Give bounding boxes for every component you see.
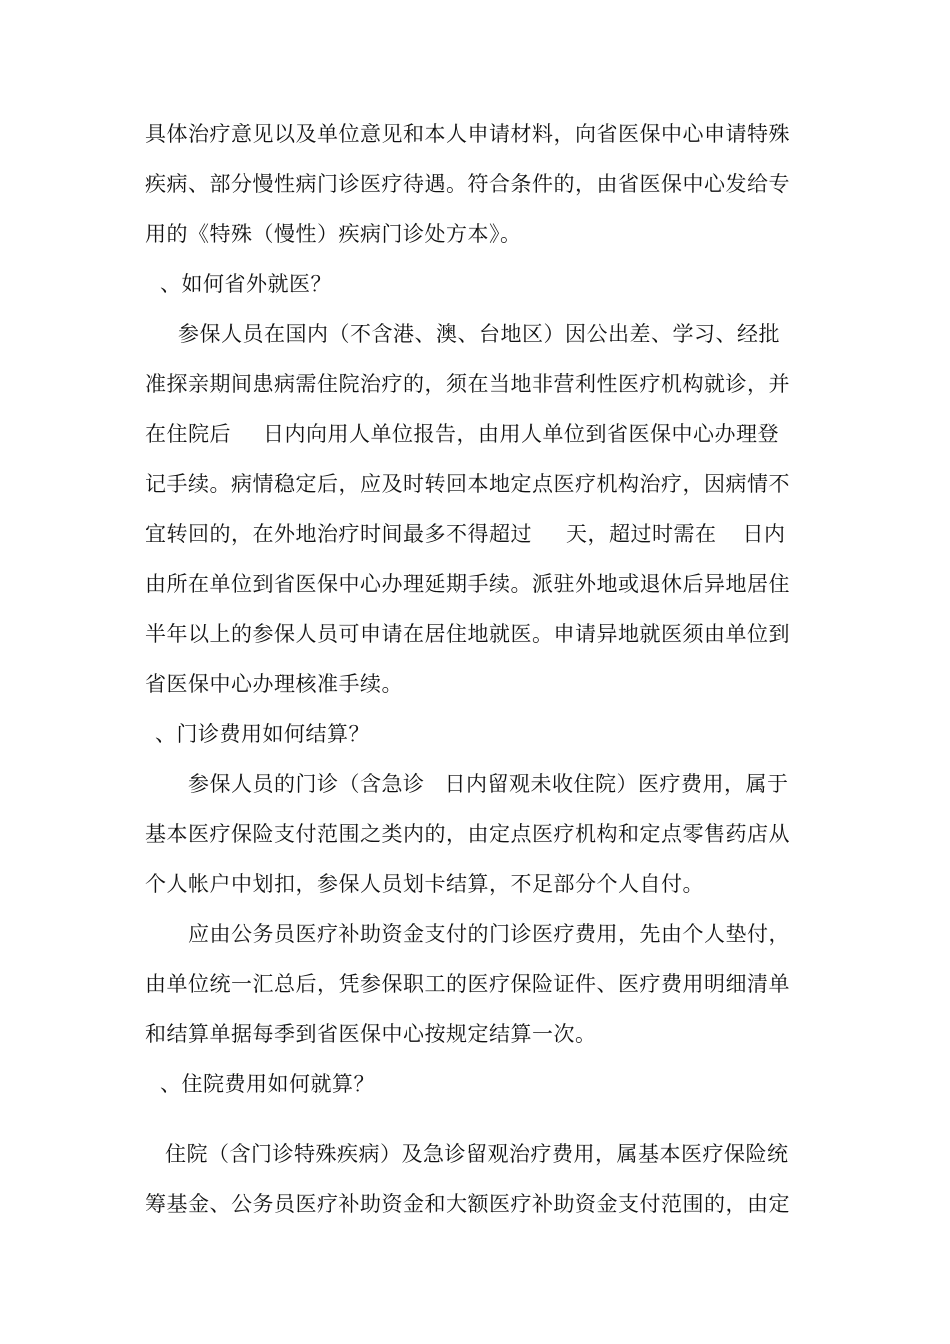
paragraph-line: 疾病、部分慢性病门诊医疗待遇。符合条件的，由省医保中心发给专 <box>145 172 790 196</box>
text-segment: 日内向用人单位报告，由用人单位到省医保中心办理登 <box>263 422 779 446</box>
paragraph-line: 用的《特殊（慢性）疾病门诊处方本》。 <box>145 222 522 246</box>
paragraph-line: 应由公务员医疗补助资金支付的门诊医疗费用，先由个人垫付， <box>188 922 790 946</box>
paragraph-line: 和结算单据每季到省医保中心按规定结算一次。 <box>145 1022 597 1046</box>
text-segment: 参保人员的门诊（含急诊 <box>188 772 425 796</box>
paragraph-line: 准探亲期间患病需住院治疗的，须在当地非营利性医疗机构就诊，并 <box>145 372 790 396</box>
paragraph-line-max-duration <box>145 514 810 554</box>
section-heading-outside-province: 、如何省外就医？ <box>160 272 332 296</box>
blank-number <box>717 540 743 541</box>
paragraph-line: 由单位统一汇总后，凭参保职工的医疗保险证件、医疗费用明细清单 <box>145 972 790 996</box>
paragraph-line: 由所在单位到省医保中心办理延期手续。派驻外地或退休后异地居住 <box>145 572 790 596</box>
text-segment: 日内 <box>742 522 786 546</box>
blank-number <box>231 440 263 441</box>
section-heading-inpatient: 、住院费用如何就算？ <box>160 1072 375 1096</box>
text-segment: 日内留观未收住院）医疗费用，属于 <box>444 772 789 796</box>
text-segment: 在住院后 <box>145 422 231 446</box>
paragraph-line: 筹基金、公务员医疗补助资金和大额医疗补助资金支付范围的，由定 <box>145 1192 790 1216</box>
blank-number <box>532 540 566 541</box>
paragraph-line: 基本医疗保险支付范围之类内的，由定点医疗机构和定点零售药店从 <box>145 822 790 846</box>
paragraph-line-outpatient-scope <box>188 764 810 804</box>
paragraph-line: 具体治疗意见以及单位意见和本人申请材料，向省医保中心申请特殊 <box>145 122 790 146</box>
section-heading-outpatient: 、门诊费用如何结算？ <box>155 722 370 746</box>
paragraph-line: 参保人员在国内（不含港、澳、台地区）因公出差、学习、经批 <box>178 322 780 346</box>
paragraph-line: 省医保中心办理核准手续。 <box>145 672 403 696</box>
paragraph-line: 半年以上的参保人员可申请在居住地就医。申请异地就医须由单位到 <box>145 622 790 646</box>
text-segment: 天，超过时需在 <box>566 522 717 546</box>
blank-number <box>425 790 445 791</box>
text-segment: 宜转回的，在外地治疗时间最多不得超过 <box>145 522 532 546</box>
paragraph-line: 记手续。病情稳定后，应及时转回本地定点医疗机构治疗，因病情不 <box>145 472 790 496</box>
paragraph-line: 住院（含门诊特殊疾病）及急诊留观治疗费用，属基本医疗保险统 <box>165 1142 789 1166</box>
paragraph-line: 个人帐户中划扣，参保人员划卡结算，不足部分个人自付。 <box>145 872 704 896</box>
paragraph-line-report-deadline <box>145 414 810 454</box>
